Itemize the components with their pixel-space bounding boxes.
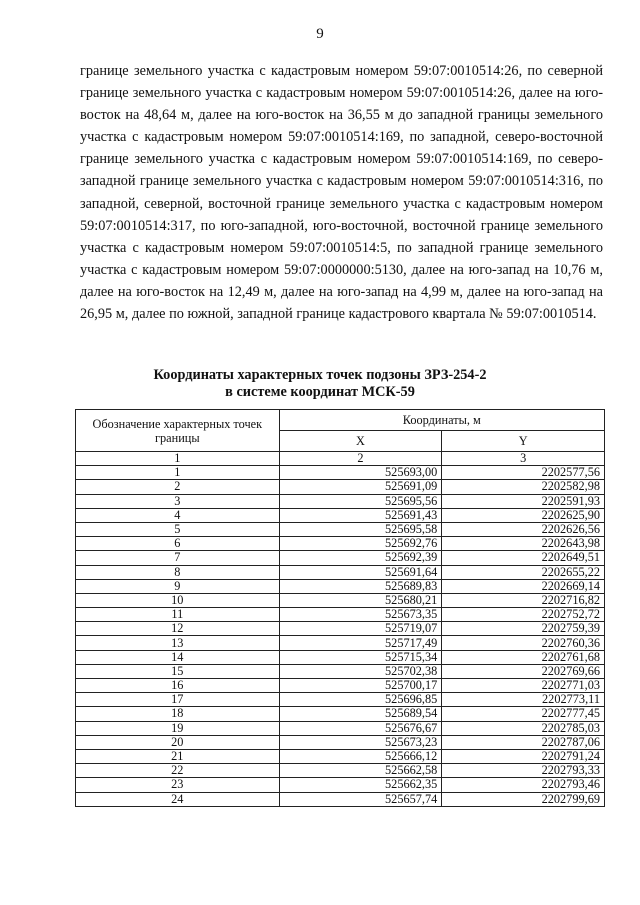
y-coordinate-cell: 2202752,72: [442, 608, 605, 622]
point-number-cell: 20: [76, 735, 280, 749]
y-coordinate-cell: 2202777,45: [442, 707, 605, 721]
y-coordinate-cell: 2202669,14: [442, 579, 605, 593]
table-row: [76, 735, 605, 749]
y-coordinate-cell: 2202582,98: [442, 480, 605, 494]
table-row: [76, 778, 605, 792]
table-row: [76, 494, 605, 508]
y-coordinate-cell: 2202625,90: [442, 508, 605, 522]
header-y: Y: [442, 431, 605, 452]
point-number-cell: 6: [76, 537, 280, 551]
point-number-cell: 1: [76, 466, 280, 480]
y-coordinate-cell: 2202716,82: [442, 593, 605, 607]
column-index: 2: [279, 452, 442, 466]
table-row: [76, 466, 605, 480]
table-row: [76, 792, 605, 806]
point-number-cell: 12: [76, 622, 280, 636]
table-row: [76, 565, 605, 579]
x-coordinate-cell: 525692,39: [279, 551, 442, 565]
x-coordinate-cell: 525689,83: [279, 579, 442, 593]
x-coordinate-cell: 525673,23: [279, 735, 442, 749]
point-number-cell: 8: [76, 565, 280, 579]
x-coordinate-cell: 525700,17: [279, 679, 442, 693]
x-coordinate-cell: 525719,07: [279, 622, 442, 636]
table-title-line-1: Координаты характерных точек подзоны ЗРЗ-254-2: [153, 367, 487, 383]
x-coordinate-cell: 525676,67: [279, 721, 442, 735]
x-coordinate-cell: 525693,00: [279, 466, 442, 480]
x-coordinate-cell: 525666,12: [279, 749, 442, 763]
point-number-cell: 24: [76, 792, 280, 806]
point-number-cell: 2: [76, 480, 280, 494]
point-number-cell: 11: [76, 608, 280, 622]
x-coordinate-cell: 525691,09: [279, 480, 442, 494]
table-row: [76, 707, 605, 721]
y-coordinate-cell: 2202649,51: [442, 551, 605, 565]
table-row: [76, 593, 605, 607]
table-row: [76, 693, 605, 707]
table-row: [76, 508, 605, 522]
y-coordinate-cell: 2202771,03: [442, 679, 605, 693]
table-row: [76, 721, 605, 735]
table-row: [76, 622, 605, 636]
x-coordinate-cell: 525695,56: [279, 494, 442, 508]
y-coordinate-cell: 2202799,69: [442, 792, 605, 806]
point-number-cell: 21: [76, 749, 280, 763]
table-row: [76, 480, 605, 494]
point-number-cell: 17: [76, 693, 280, 707]
x-coordinate-cell: 525680,21: [279, 593, 442, 607]
table-row: [76, 608, 605, 622]
y-coordinate-cell: 2202773,11: [442, 693, 605, 707]
x-coordinate-cell: 525689,54: [279, 707, 442, 721]
point-number-cell: 3: [76, 494, 280, 508]
y-coordinate-cell: 2202761,68: [442, 650, 605, 664]
x-coordinate-cell: 525691,43: [279, 508, 442, 522]
y-coordinate-cell: 2202791,24: [442, 749, 605, 763]
x-coordinate-cell: 525695,58: [279, 522, 442, 536]
table-row: [76, 551, 605, 565]
x-coordinate-cell: 525715,34: [279, 650, 442, 664]
y-coordinate-cell: 2202643,98: [442, 537, 605, 551]
y-coordinate-cell: 2202577,56: [442, 466, 605, 480]
point-number-cell: 19: [76, 721, 280, 735]
table-row: [76, 522, 605, 536]
y-coordinate-cell: 2202760,36: [442, 636, 605, 650]
x-coordinate-cell: 525717,49: [279, 636, 442, 650]
column-index: 3: [442, 452, 605, 466]
x-coordinate-cell: 525662,35: [279, 778, 442, 792]
table-title-line-2: в системе координат МСК-59: [225, 383, 415, 400]
y-coordinate-cell: 2202769,66: [442, 664, 605, 678]
y-coordinate-cell: 2202626,56: [442, 522, 605, 536]
table-row: [76, 579, 605, 593]
point-number-cell: 4: [76, 508, 280, 522]
point-number-cell: 23: [76, 778, 280, 792]
point-number-cell: 5: [76, 522, 280, 536]
table-row: [76, 664, 605, 678]
header-coordinates: Координаты, м: [279, 410, 604, 431]
point-number-cell: 10: [76, 593, 280, 607]
x-coordinate-cell: 525673,35: [279, 608, 442, 622]
point-number-cell: 9: [76, 579, 280, 593]
point-number-cell: 18: [76, 707, 280, 721]
column-index: 1: [76, 452, 280, 466]
table-row: [76, 636, 605, 650]
y-coordinate-cell: 2202759,39: [442, 622, 605, 636]
y-coordinate-cell: 2202655,22: [442, 565, 605, 579]
coordinates-table: [75, 409, 605, 807]
x-coordinate-cell: 525692,76: [279, 537, 442, 551]
point-number-cell: 13: [76, 636, 280, 650]
point-number-cell: 22: [76, 764, 280, 778]
x-coordinate-cell: 525691,64: [279, 565, 442, 579]
table-row: [76, 764, 605, 778]
point-number-cell: 7: [76, 551, 280, 565]
point-number-cell: 16: [76, 679, 280, 693]
y-coordinate-cell: 2202793,33: [442, 764, 605, 778]
x-coordinate-cell: 525702,38: [279, 664, 442, 678]
table-row: [76, 537, 605, 551]
y-coordinate-cell: 2202787,06: [442, 735, 605, 749]
table-row: [76, 679, 605, 693]
column-index-row: [76, 452, 605, 466]
body-paragraph: границе земельного участка с кадастровым номером 59:07:0010514:26, по северной границе земельного участка с кадастровым номером 59:07:0010514:26, далее на юго-восток на 48,64 м, далее на юго-восток на 36,55 м до западной границы земельного участка с кадастровым номером 59:07:0010514:169, по западной, северо-восточной границе земельного участка с кадастровым номером 59:07:0010514:169, по северо-западной границе земельного участка с кадастровым номером 59:07:0010514:316, по западной, северной, восточной границе земельного участка с кадастровым номером 59:07:0010514:317, по юго-западной, юго-восточной, восточной границе земельного участка с кадастровым номером 59:07:0010514:5, по западной границе земельного участка с кадастровым номером 59:07:0000000:5130, далее на юго-запад на 10,76 м, далее на юго-восток на 12,49 м, далее на юго-запад на 4,99 м, далее на юго-запад на 26,95 м, далее по южной, западной границе кадастрового квартала № 59:07:0010514.: [80, 63, 603, 323]
x-coordinate-cell: 525662,58: [279, 764, 442, 778]
point-number-cell: 15: [76, 664, 280, 678]
table-row: [76, 650, 605, 664]
point-number-cell: 14: [76, 650, 280, 664]
x-coordinate-cell: 525657,74: [279, 792, 442, 806]
table-title: [0, 367, 640, 400]
header-point-designation: Обозначение характерных точек границы: [76, 410, 280, 452]
y-coordinate-cell: 2202591,93: [442, 494, 605, 508]
x-coordinate-cell: 525696,85: [279, 693, 442, 707]
page-number: 9: [316, 26, 324, 42]
y-coordinate-cell: 2202793,46: [442, 778, 605, 792]
y-coordinate-cell: 2202785,03: [442, 721, 605, 735]
header-x: X: [279, 431, 442, 452]
table-row: [76, 749, 605, 763]
